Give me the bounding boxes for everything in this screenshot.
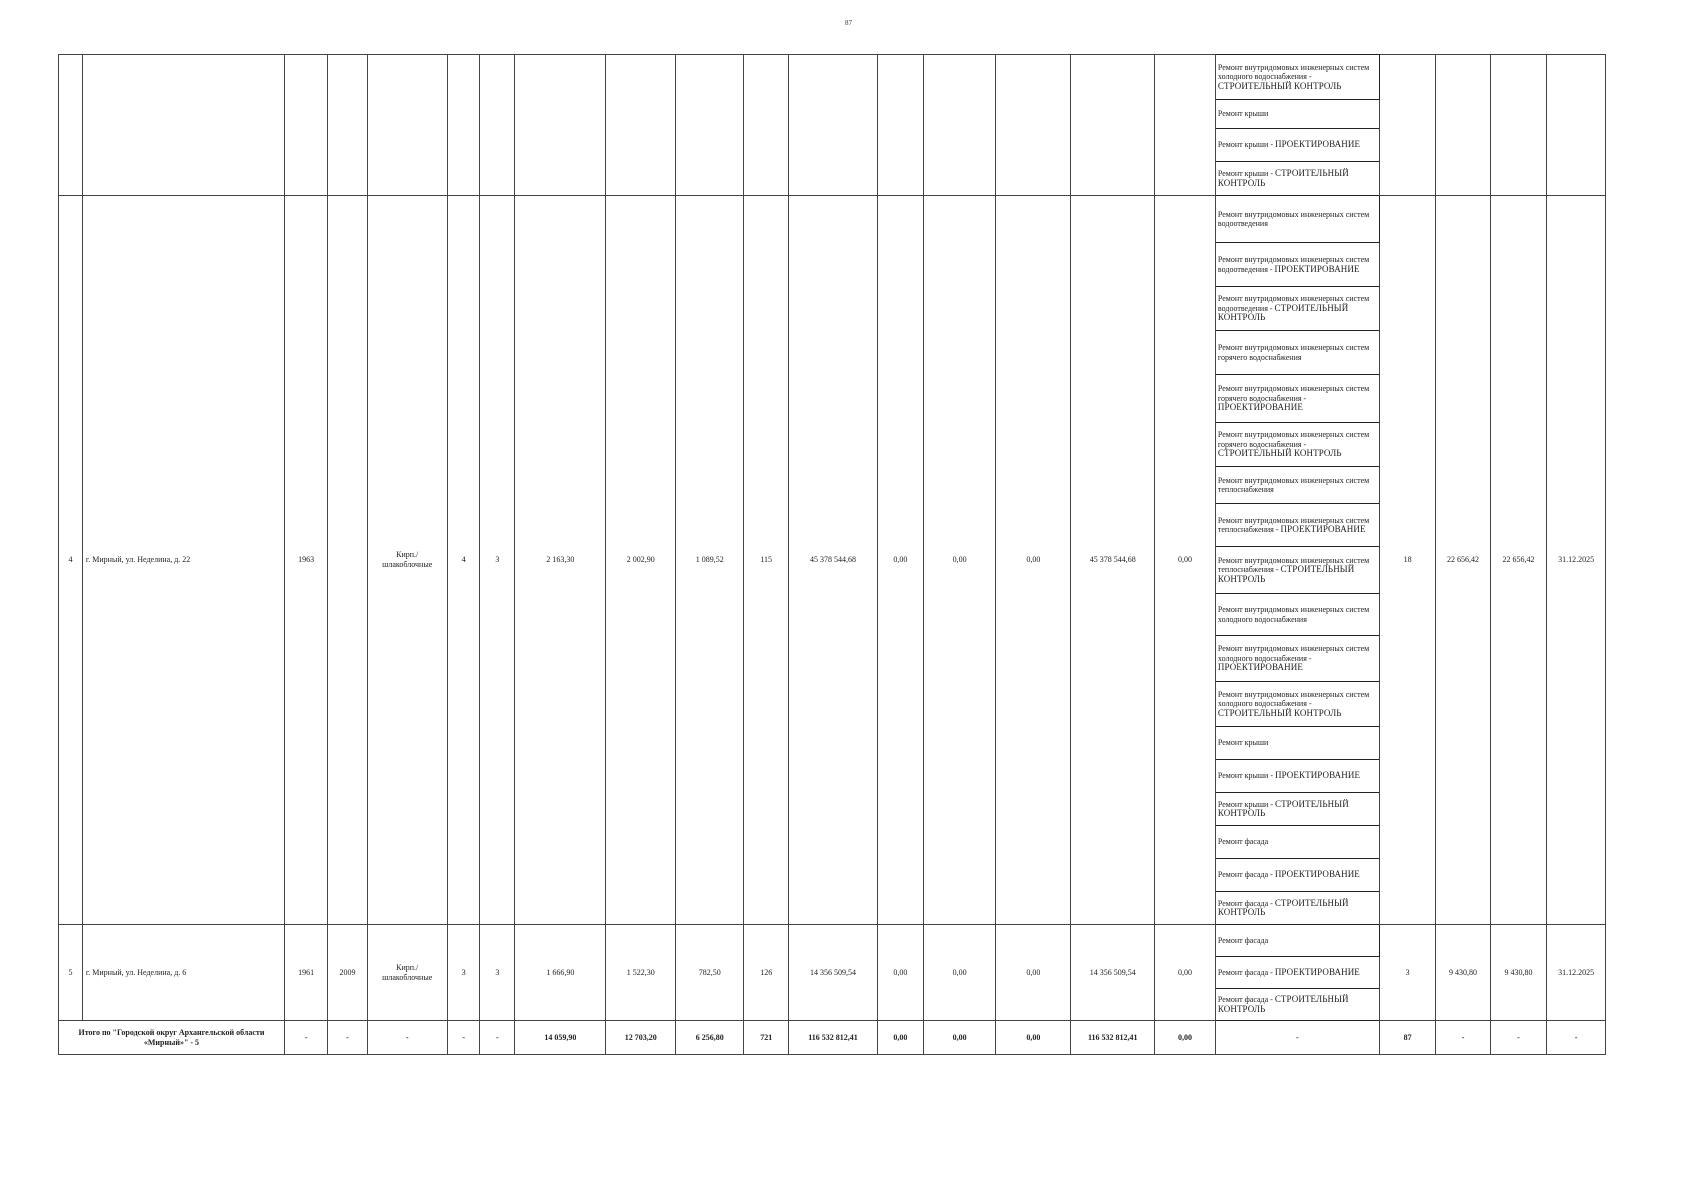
work-type-stage: СТРОИТЕЛЬНЫЙ КОНТРОЛЬ [1217,897,1349,917]
work-type-stage: ПРОЕКТИРОВАНИЕ [1274,263,1360,274]
cost-total-cell: 14 356 509,54 [788,925,877,1021]
table-row [59,196,1606,243]
area-living-cell: 2 002,90 [606,196,676,925]
total-area-total: 14 059,90 [515,1021,606,1055]
empty-cell [996,55,1071,196]
year-reconstructed-cell [328,196,367,925]
work-type-text: Ремонт внутридомовых инженерных систем теплоснабжения [1217,475,1370,494]
empty-cell [744,55,789,196]
dash-cell: - [447,1021,480,1055]
unit-cost-cell: 9 430,80 [1436,925,1490,1021]
work-type-cell [1215,100,1379,129]
work-type-text: Ремонт внутридомовых инженерных систем теплоснабжения - [1217,555,1370,575]
empty-cell [1436,55,1490,196]
work-type-cell [1215,196,1379,243]
address-cell: г. Мирный, ул. Неделина, д. 22 [82,196,284,925]
table-body [59,55,1606,1055]
empty-cell [447,55,480,196]
work-type-cell [1215,594,1379,636]
area-owned-cell: 1 089,52 [676,196,744,925]
work-type-cell [1215,287,1379,331]
work-type-text: Ремонт внутридомовых инженерных систем холодного водоснабжения - [1217,62,1370,82]
work-type-stage: СТРОИТЕЛЬНЫЙ КОНТРОЛЬ [1217,564,1355,584]
empty-cell [1071,55,1155,196]
deadline-cell: 31.12.2025 [1547,925,1606,1021]
unit-cost-cell: 22 656,42 [1436,196,1490,925]
area-total-cell: 1 666,90 [515,925,606,1021]
work-type-stage: ПРОЕКТИРОВАНИЕ [1274,966,1360,977]
area-living-cell: 1 522,30 [606,925,676,1021]
empty-cell [59,55,83,196]
work-type-text: Ремонт фасада - [1217,967,1275,977]
total-cost-other: 0,00 [1155,1021,1216,1055]
work-type-cell [1215,826,1379,859]
year-built-cell: 1961 [284,925,327,1021]
work-type-cell [1215,504,1379,547]
dash-cell: - [367,1021,447,1055]
cost-total-cell: 45 378 544,68 [788,196,877,925]
work-type-stage: ПРОЕКТИРОВАНИЕ [1217,662,1303,673]
cost-other-cell: 0,00 [1155,196,1216,925]
empty-cell [82,55,284,196]
cost-budget-region-cell: 0,00 [923,925,996,1021]
work-type-stage: ПРОЕКТИРОВАНИЕ [1280,524,1366,534]
work-type-cell [1215,727,1379,760]
address-cell: г. Мирный, ул. Неделина, д. 6 [82,925,284,1021]
work-type-text: Ремонт внутридомовых инженерных систем холодного водоснабжения - [1217,689,1370,709]
year-reconstructed-cell: 2009 [328,925,367,1021]
cost-budget-local-cell: 0,00 [996,925,1071,1021]
deadline-cell: 31.12.2025 [1547,196,1606,925]
dash-cell: - [328,1021,367,1055]
work-type-stage: СТРОИТЕЛЬНЫЙ КОНТРОЛЬ [1217,448,1342,459]
empty-cell [284,55,327,196]
residents-cell: 126 [744,925,789,1021]
total-cost-total: 116 532 812,41 [788,1021,877,1055]
work-type-text: Ремонт крыши - [1217,771,1275,781]
work-type-cell [1215,55,1379,100]
table-row [59,925,1606,957]
empty-cell [788,55,877,196]
work-type-cell [1215,129,1379,162]
work-type-cell [1215,467,1379,504]
work-type-cell [1215,760,1379,793]
empty-cell [367,55,447,196]
total-cost-fund: 0,00 [878,1021,924,1055]
work-type-cell [1215,162,1379,196]
work-type-text: Ремонт внутридомовых инженерных систем водоотведения - [1217,255,1370,274]
area-total-cell: 2 163,30 [515,196,606,925]
works-count-cell: 18 [1379,196,1435,925]
work-type-text: Ремонт крыши [1217,738,1269,748]
total-cost-owners: 116 532 812,41 [1071,1021,1155,1055]
empty-cell [328,55,367,196]
material-cell: Кирп./ шлакоблочные [367,196,447,925]
material-cell: Кирп./ шлакоблочные [367,925,447,1021]
cost-fund-cell: 0,00 [878,925,924,1021]
empty-cell [1379,55,1435,196]
page-number: 87 [845,19,852,27]
work-type-text: Ремонт внутридомовых инженерных систем водоотведения - [1217,294,1370,313]
empty-cell [606,55,676,196]
floors-cell: 4 [447,196,480,925]
work-type-text: Ремонт крыши [1217,109,1269,119]
work-type-text: Ремонт внутридомовых инженерных систем горячего водоснабжения - [1217,430,1370,449]
empty-cell [515,55,606,196]
residents-cell: 115 [744,196,789,925]
works-count-cell: 3 [1379,925,1435,1021]
floors-cell: 3 [447,925,480,1021]
work-type-text: Ремонт крыши - [1217,799,1275,809]
work-type-text: Ремонт внутридомовых инженерных систем холодного водоснабжения - [1217,644,1370,663]
work-type-cell [1215,682,1379,727]
empty-cell [1547,55,1606,196]
dash-cell: - [1436,1021,1490,1055]
entrances-cell: 3 [480,925,515,1021]
total-cost-budget-region: 0,00 [923,1021,996,1055]
work-type-text: Ремонт внутридомовых инженерных систем горячего водоснабжения - [1217,384,1370,403]
work-type-stage: СТРОИТЕЛЬНЫЙ КОНТРОЛЬ [1217,798,1349,818]
dash-cell: - [1490,1021,1546,1055]
work-type-text: Ремонт внутридомовых инженерных систем водоотведения [1217,209,1370,228]
work-type-stage: СТРОИТЕЛЬНЫЙ КОНТРОЛЬ [1217,302,1349,323]
capital-repair-table [58,54,1606,1055]
table-row [59,55,1606,100]
work-type-cell [1215,243,1379,287]
work-type-text: Ремонт внутридомовых инженерных систем теплоснабжения - [1217,515,1370,534]
cost-fund-cell: 0,00 [878,196,924,925]
row-number: 4 [59,196,83,925]
work-type-stage: ПРОЕКТИРОВАНИЕ [1274,770,1361,781]
work-type-cell [1215,423,1379,467]
work-type-text: Ремонт крыши - [1217,140,1275,150]
cost-owners-cell: 14 356 509,54 [1071,925,1155,1021]
total-works-count: 87 [1379,1021,1435,1055]
work-type-cell [1215,547,1379,594]
dash-cell: - [1215,1021,1379,1055]
unit-cost-max-cell: 22 656,42 [1490,196,1546,925]
area-owned-cell: 782,50 [676,925,744,1021]
work-type-text: Ремонт фасада - [1217,898,1275,908]
cost-other-cell: 0,00 [1155,925,1216,1021]
work-type-text: Ремонт внутридомовых инженерных систем горячего водоснабжения [1217,343,1370,362]
total-residents: 721 [744,1021,789,1055]
total-area-owned: 6 256,80 [676,1021,744,1055]
empty-cell [923,55,996,196]
cost-owners-cell: 45 378 544,68 [1071,196,1155,925]
work-type-text: Ремонт фасада [1217,837,1269,847]
empty-cell [480,55,515,196]
total-area-living: 12 703,20 [606,1021,676,1055]
total-cost-budget-local: 0,00 [996,1021,1071,1055]
dash-cell: - [284,1021,327,1055]
work-type-cell [1215,957,1379,989]
dash-cell: - [480,1021,515,1055]
work-type-text: Ремонт фасада - [1217,995,1275,1004]
cost-budget-local-cell: 0,00 [996,196,1071,925]
work-type-cell [1215,925,1379,957]
empty-cell [676,55,744,196]
work-type-stage: ПРОЕКТИРОВАНИЕ [1217,402,1303,413]
work-type-stage: ПРОЕКТИРОВАНИЕ [1274,139,1361,150]
work-type-cell [1215,892,1379,925]
work-type-text: Ремонт фасада [1217,935,1269,945]
entrances-cell: 3 [480,196,515,925]
cost-budget-region-cell: 0,00 [923,196,996,925]
work-type-cell [1215,859,1379,892]
work-type-cell [1215,375,1379,423]
empty-cell [1155,55,1216,196]
unit-cost-max-cell: 9 430,80 [1490,925,1546,1021]
work-type-stage: СТРОИТЕЛЬНЫЙ КОНТРОЛЬ [1217,707,1342,718]
empty-cell [878,55,924,196]
work-type-text: Ремонт крыши - [1217,169,1275,178]
work-type-stage: СТРОИТЕЛЬНЫЙ КОНТРОЛЬ [1217,994,1349,1014]
work-type-stage: СТРОИТЕЛЬНЫЙ КОНТРОЛЬ [1217,168,1349,188]
row-number: 5 [59,925,83,1021]
work-type-stage: ПРОЕКТИРОВАНИЕ [1274,869,1360,880]
work-type-stage: СТРОИТЕЛЬНЫЙ КОНТРОЛЬ [1217,80,1342,91]
work-type-cell [1215,331,1379,375]
work-type-text: Ремонт фасада - [1217,870,1275,880]
work-type-cell [1215,793,1379,826]
total-row [59,1021,1606,1055]
work-type-cell [1215,989,1379,1021]
dash-cell: - [1547,1021,1606,1055]
work-type-cell [1215,636,1379,682]
work-type-text: Ремонт внутридомовых инженерных систем холодного водоснабжения [1217,605,1370,624]
empty-cell [1490,55,1546,196]
year-built-cell: 1963 [284,196,327,925]
total-label: Итого по "Городской округ Архангельской области «Мирный»" - 5 [59,1021,285,1055]
